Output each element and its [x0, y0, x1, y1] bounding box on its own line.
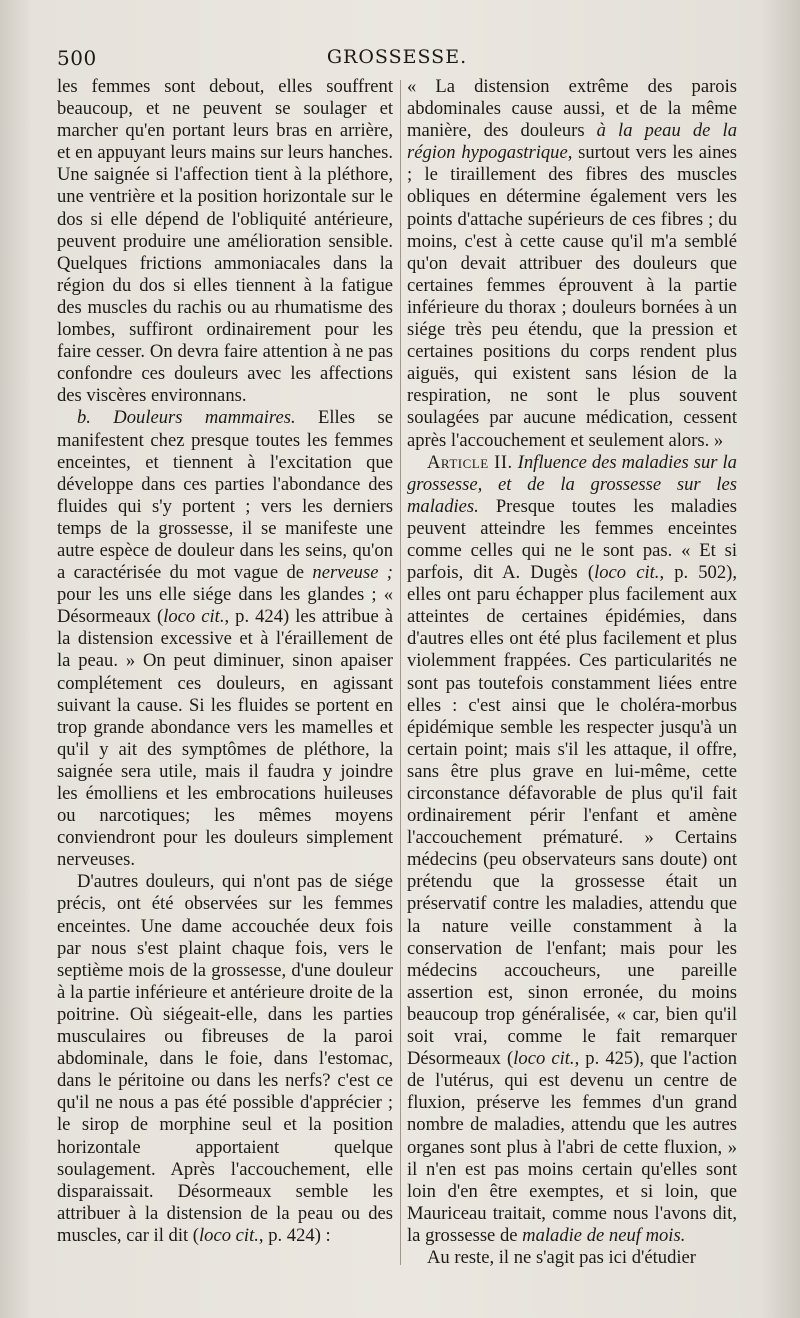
- paragraph-douleurs-mammaires: b. Douleurs mammaires. Elles se manifestent chez presque toutes les femmes enceintes, et tiennent à l'excitation que développe dans ces parties l'abondance des fluides qui s'y portent ; vers les derniers temps de la grossesse, il se manifeste une autre espèce de douleur dans les seins, qu'on a caractérisée du mot vague de nerveuse ; pour les uns elle siége dans les glandes ; « Désormeaux (loco cit., p. 424) les attribue à la distension excessive et à l'éraillement de la peau. » On peut diminuer, sinon apaiser complétement ces douleurs, en agissant suivant la cause. Si les fluides se portent en trop grande abondance vers les mamelles et qu'il y ait des symptômes de pléthore, la saignée sera utile, mais il faudra y joindre les émolliens et les embrocations huileuses ou narcotiques; les mêmes moyens conviendront pour les douleurs simplement nerveuses.: [57, 407, 393, 871]
- article-title: Influence des maladies sur la grossesse, et de la grossesse sur les maladies.: [407, 451, 737, 517]
- running-title: GROSSESSE.: [326, 46, 468, 68]
- quotation-paragraph: « La distension extrême des parois abdominales cause aussi, et de la même manière, des douleurs à la peau de la région hypogastrique, surtout vers les aines ; le tiraillement des fibres des muscles obliques en détermine également vers les points d'attache supérieurs de ces fibres ; du moins, c'est à cette cause qu'il m'a semblé qu'on devait attribuer des douleurs que certaines femmes éprouvent à la partie inférieure du thorax ; douleurs bornées à un siége très peu étendu, que la pression et certaines positions du corps rendent plus aiguës, qui existent sans lésion de la respiration, ne sont le plus souvent soulagées par aucune médication, cessent après l'accouchement et seulement alors. »: [407, 76, 737, 451]
- page-header: [57, 46, 737, 74]
- column-divider: [400, 80, 401, 1265]
- citation: loco cit.: [163, 606, 225, 628]
- paragraph: D'autres douleurs, qui n'ont pas de siége précis, ont été observées sur les femmes enceintes. Une dame accouchée deux fois par nous s'est plaint chaque fois, vers le septième mois de la grossesse, d'une douleur à la partie inférieure et antérieure droite de la poitrine. Où siégeait-elle, dans les parties musculaires ou fibreuses de la paroi abdominale, dans le foie, dans l'estomac, dans le péritoine ou dans les nerfs? c'est ce qu'il ne nous a pas été possible d'apprécier ; le sirop de morphine seul et la position horizontale apportaient quelque soulagement. Après l'accouchement, elle disparaissait. Désormeaux semble les attribuer à la distension de la peau ou des muscles, car il dit (loco cit., p. 424) :: [57, 871, 393, 1246]
- page-number: 500: [57, 46, 97, 70]
- left-column: [57, 76, 393, 1247]
- right-column: [407, 76, 737, 1269]
- citation: loco cit.: [513, 1048, 575, 1070]
- article-heading: Article II.: [427, 451, 513, 473]
- article-paragraph: Article II. Influence des maladies sur la grossesse, et de la grossesse sur les maladies. Presque toutes les maladies peuvent atteindre les femmes enceintes comme celles qui ne le sont pas. « Et si parfois, dit A. Dugès (loco cit., p. 502), elles ont paru échapper plus facilement aux atteintes de certaines épidémies, dans d'autres elles ont été plus facilement et plus violemment frappées. Ces particularités ne sont pas toutefois constamment liées entre elles : c'est ainsi que le choléra-morbus épidémique semble les respecter jusqu'à un certain point; mais s'il les attaque, il offre, sans être plus grave en lui-même, cette circonstance défavorable de plus qu'il fait ordinairement périr l'enfant et amène l'accouchement prématuré. » Certains médecins (peu observateurs sans doute) ont prétendu que la grossesse était un préservatif contre les maladies, attendu que la nature veille constamment à la conservation de l'enfant; mais pour les médecins accoucheurs, une pareille assertion est, sinon erronée, du moins beaucoup trop généralisée, « car, bien qu'il soit vrai, comme le fait remarquer Désormeaux (loco cit., p. 425), que l'action de l'utérus, qui est devenu un centre de fluxion, préserve les femmes d'un grand nombre de maladies, attendu que les autres organes sont plus à l'abri de cette fluxion, » il n'en est pas moins certain qu'elles sont loin d'en être exemptes, et si loin, que Mauriceau traitait, comme nous l'avons dit, la grossesse de maladie de neuf mois.: [407, 451, 737, 1246]
- citation: loco cit.: [199, 1224, 259, 1246]
- section-label: b. Douleurs mammaires.: [77, 407, 296, 429]
- citation: loco cit.: [594, 562, 660, 584]
- paragraph: les femmes sont debout, elles souffrent beaucoup, et ne peuvent se soulager et marcher qu'en portant leurs bras en arrière, et en appuyant leurs mains sur leurs hanches. Une saignée si l'affection tient à la pléthore, une ventrière et la position horizontale sur le dos si elle dépend de l'obliquité antérieure, peuvent produire une amélioration sensible. Quelques frictions ammoniacales dans la région du dos si elles tiennent à la fatigue des muscles du rachis ou au rhumatisme des lombes, suffiront ordinairement pour les faire cesser. On devra faire attention à ne pas confondre ces douleurs avec les affections des viscères environnans.: [57, 76, 393, 407]
- paragraph: Au reste, il ne s'agit pas ici d'étudier: [427, 1246, 697, 1268]
